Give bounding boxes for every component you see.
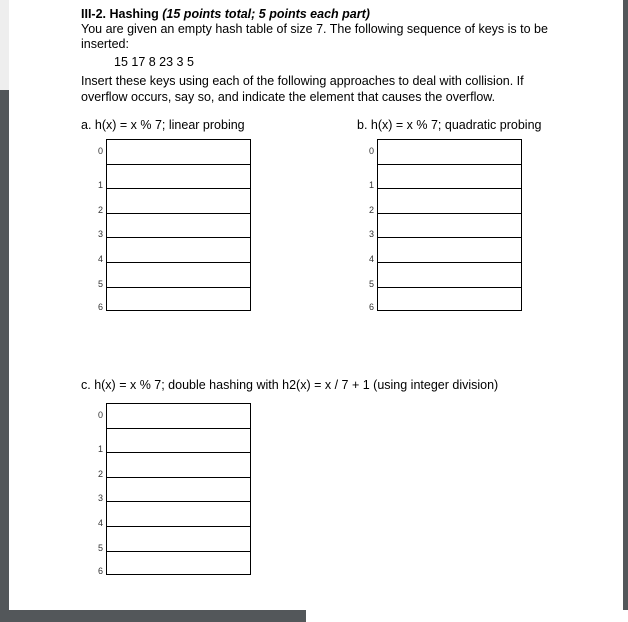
slot-index: 4: [98, 253, 104, 264]
hash-slot: [98, 164, 251, 191]
title-points: (15 points total; 5 points each part): [162, 7, 370, 21]
slot-index: 4: [369, 253, 375, 264]
slot-index: 4: [98, 517, 104, 528]
hash-slot: [98, 526, 251, 553]
part-a-label: a. h(x) = x % 7; linear probing: [81, 118, 245, 132]
hash-slot: [369, 139, 522, 164]
hash-table-b: [369, 139, 522, 313]
hash-slot: [369, 213, 522, 240]
hash-slot: [98, 213, 251, 240]
hash-slot: [369, 287, 522, 313]
slot-index: 0: [98, 145, 104, 156]
hash-slot: [98, 237, 251, 264]
slot-index: 1: [369, 180, 375, 191]
hash-slot: [98, 262, 251, 289]
hash-slot: [98, 428, 251, 455]
hash-slot: [98, 501, 251, 528]
slot-index: 3: [98, 493, 104, 504]
hash-slot: [98, 403, 251, 428]
instruction-line-2: overflow occurs, say so, and indicate the element that causes the overflow.: [81, 90, 496, 104]
hash-slot: [98, 139, 251, 164]
slot-index: 5: [369, 278, 375, 289]
slot-index: 1: [98, 180, 104, 191]
slot-index: 6: [98, 302, 104, 313]
title-main: III-2. Hashing: [81, 7, 163, 21]
part-b-label: b. h(x) = x % 7; quadratic probing: [357, 118, 542, 132]
slot-index: 0: [369, 145, 375, 156]
key-sequence: 15 17 8 23 3 5: [114, 55, 194, 69]
viewer-panel: [0, 0, 9, 90]
slot-index: 5: [98, 278, 104, 289]
intro-line-1: You are given an empty hash table of size 7. The following sequence of keys is to be: [81, 22, 548, 36]
intro-line-2: inserted:: [81, 37, 129, 51]
section-title: [81, 7, 370, 22]
slot-index: 3: [369, 229, 375, 240]
slot-index: 2: [98, 468, 104, 479]
viewer-left-margin: [0, 0, 9, 622]
hash-slot: [369, 164, 522, 191]
hash-slot: [369, 237, 522, 264]
part-c-label: c. h(x) = x % 7; double hashing with h2(x) = x / 7 + 1 (using integer division): [81, 378, 499, 392]
slot-index: 6: [369, 302, 375, 313]
slot-index: 5: [98, 542, 104, 553]
viewer-right-margin: [623, 0, 628, 610]
hash-slot: [369, 188, 522, 215]
hash-table-c: [98, 403, 251, 577]
slot-index: 6: [98, 566, 104, 577]
slot-index: 2: [369, 204, 375, 215]
hash-slot: [98, 551, 251, 577]
slot-index: 1: [98, 444, 104, 455]
horizontal-scrollbar[interactable]: [0, 610, 306, 622]
slot-index: 2: [98, 204, 104, 215]
hash-table-a: [98, 139, 251, 313]
hash-slot: [369, 262, 522, 289]
hash-slot: [98, 287, 251, 313]
hash-slot: [98, 188, 251, 215]
slot-index: 3: [98, 229, 104, 240]
hash-slot: [98, 452, 251, 479]
instruction-line-1: Insert these keys using each of the following approaches to deal with collision. If: [81, 74, 524, 88]
slot-index: 0: [98, 409, 104, 420]
hash-slot: [98, 477, 251, 504]
